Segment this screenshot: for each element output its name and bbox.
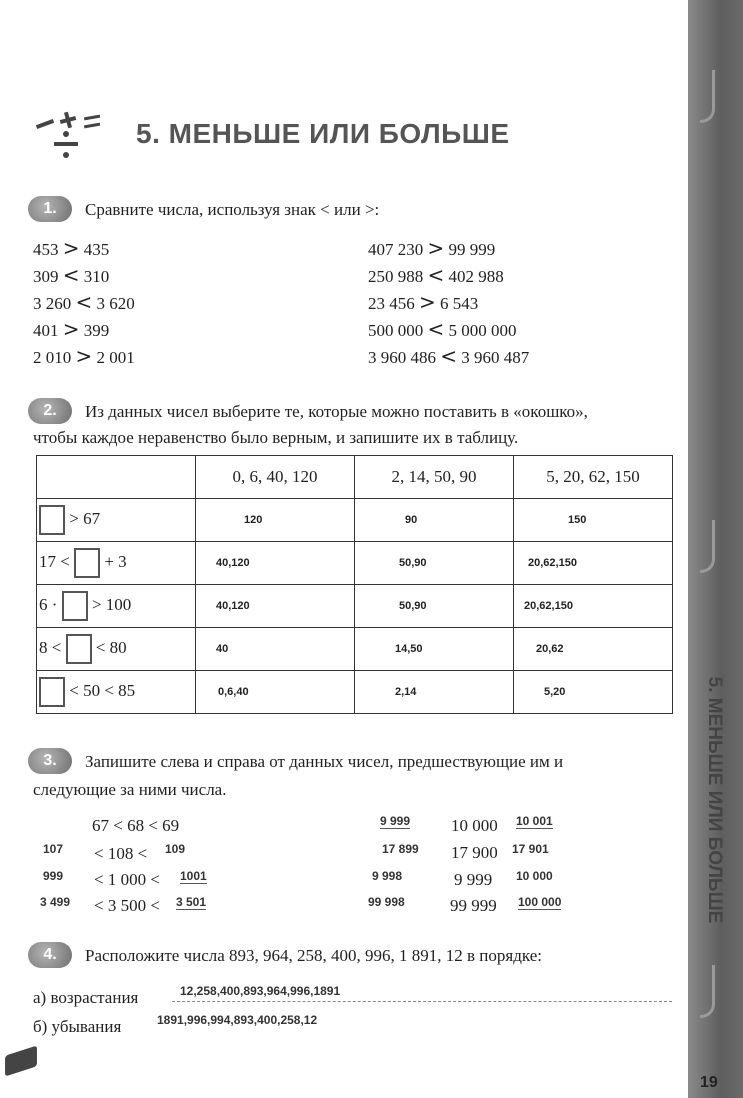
page-number: 19 xyxy=(700,1074,718,1091)
page-title: 5. МЕНЬШЕ ИЛИ БОЛЬШЕ xyxy=(136,118,510,149)
task-3-printed: 99 999 xyxy=(450,896,497,915)
table-header-cell: 5, 20, 62, 150 xyxy=(514,456,673,499)
task-1-left-row: 453 > 435 xyxy=(33,236,110,260)
answer-box xyxy=(74,548,100,578)
answer-cell: 20,62 xyxy=(514,628,673,671)
table-row xyxy=(37,628,673,671)
task-1-left-row: 401 > 399 xyxy=(33,317,110,341)
task-3-after: 1001 xyxy=(180,869,207,883)
task-1-badge: 1. xyxy=(28,196,72,222)
answer-box xyxy=(66,634,92,664)
task-1-right-row: 23 456 > 6 543 xyxy=(368,290,479,314)
task-3-printed: < 3 500 < xyxy=(94,896,160,915)
answer-cell: 5,20 xyxy=(514,671,673,714)
table-row xyxy=(37,499,673,542)
answer-cell: 20,62,150 xyxy=(514,542,673,585)
task-1-left-row: 3 260 < 3 620 xyxy=(33,290,135,314)
task-4-badge: 4. xyxy=(28,942,72,968)
task-2-text-line-2: чтобы каждое неравенство было верным, и запишите их в таблицу. xyxy=(33,428,519,447)
task-1-left-row: 309 < 310 xyxy=(33,263,110,287)
task-3-text-line-2: следующие за ними числа. xyxy=(33,780,227,799)
task-3-before: 9 999 xyxy=(380,814,411,828)
task-3-before: 107 xyxy=(43,842,64,856)
answer-cell: 150 xyxy=(514,499,673,542)
task-3-before: 999 xyxy=(43,869,64,883)
task-1-right-row: 3 960 486 < 3 960 487 xyxy=(368,344,530,368)
task-3-after: 3 501 xyxy=(176,895,207,909)
publisher-logo xyxy=(5,1046,37,1077)
inequality-cell: 6 · > 100 xyxy=(37,585,196,628)
inequality-cell: 17 < + 3 xyxy=(37,542,196,585)
task-4-line-a xyxy=(172,1001,672,1002)
task-2-table xyxy=(36,455,673,714)
table-corner-cell xyxy=(37,456,196,499)
task-3-after: 109 xyxy=(165,842,186,856)
side-hook-top xyxy=(700,70,715,123)
table-row xyxy=(37,671,673,714)
task-1-right-row: 500 000 < 5 000 000 xyxy=(368,317,517,341)
task-3-after: 10 000 xyxy=(516,869,553,883)
task-3-printed: 9 999 xyxy=(454,870,493,889)
task-4-answer-a: 12,258,400,893,964,996,1891 xyxy=(180,984,341,998)
answer-cell: 2,14 xyxy=(355,671,514,714)
task-3-after: 10 001 xyxy=(516,814,553,828)
task-4-label-a: а) возрастания xyxy=(33,988,139,1007)
task-2-text-line-1: Из данных чисел выберите те, которые можно поставить в «окошко», xyxy=(85,402,588,421)
task-1-right-row: 250 988 < 402 988 xyxy=(368,263,504,287)
inequality-cell: < 50 < 85 xyxy=(37,671,196,714)
inequality-cell: 8 < < 80 xyxy=(37,628,196,671)
task-4-text: Расположите числа 893, 964, 258, 400, 996, 1 891, 12 в порядке: xyxy=(85,946,542,965)
task-1-text: Сравните числа, используя знак < или >: xyxy=(85,200,380,219)
task-3-printed: < 1 000 < xyxy=(94,870,160,889)
answer-cell: 50,90 xyxy=(355,542,514,585)
math-signs-icon xyxy=(26,102,116,166)
answer-cell: 50,90 xyxy=(355,585,514,628)
side-hook-bottom xyxy=(700,965,715,1018)
task-3-before: 99 998 xyxy=(368,895,405,909)
inequality-cell: > 67 xyxy=(37,499,196,542)
task-3-after: 17 901 xyxy=(512,842,549,856)
task-3-before: 17 899 xyxy=(382,842,419,856)
task-3-printed: 10 000 xyxy=(451,816,498,835)
side-chapter-title: 5. МЕНЬШЕ ИЛИ БОЛЬШЕ xyxy=(704,676,725,924)
task-1-right-row: 407 230 > 99 999 xyxy=(368,236,496,260)
side-hook-middle xyxy=(700,520,715,573)
answer-cell: 20,62,150 xyxy=(514,585,673,628)
answer-cell: 120 xyxy=(196,499,355,542)
table-row xyxy=(37,585,673,628)
task-3-after: 100 000 xyxy=(518,895,562,909)
table-header-cell: 2, 14, 50, 90 xyxy=(355,456,514,499)
task-2-badge: 2. xyxy=(28,398,72,424)
answer-box xyxy=(39,677,65,707)
task-4-answer-b: 1891,996,994,893,400,258,12 xyxy=(157,1013,318,1027)
task-3-printed: 67 < 68 < 69 xyxy=(92,816,180,835)
answer-box xyxy=(62,591,88,621)
answer-cell: 90 xyxy=(355,499,514,542)
table-header-cell: 0, 6, 40, 120 xyxy=(196,456,355,499)
answer-box xyxy=(39,505,65,535)
task-4-label-b: б) убывания xyxy=(33,1017,122,1036)
answer-cell: 40 xyxy=(196,628,355,671)
table-header-row xyxy=(37,456,673,499)
task-3-printed: < 108 < xyxy=(94,844,148,863)
answer-cell: 0,6,40 xyxy=(196,671,355,714)
task-1-left-row: 2 010 > 2 001 xyxy=(33,344,135,368)
answer-cell: 14,50 xyxy=(355,628,514,671)
task-3-badge: 3. xyxy=(28,748,72,774)
task-3-before: 3 499 xyxy=(40,895,71,909)
task-3-printed: 17 900 xyxy=(451,843,498,862)
answer-cell: 40,120 xyxy=(196,542,355,585)
side-bar xyxy=(688,0,743,1098)
task-3-before: 9 998 xyxy=(372,869,403,883)
table-row xyxy=(37,542,673,585)
answer-cell: 40,120 xyxy=(196,585,355,628)
task-3-text-line-1: Запишите слева и справа от данных чисел, предшествующие им и xyxy=(85,752,564,771)
